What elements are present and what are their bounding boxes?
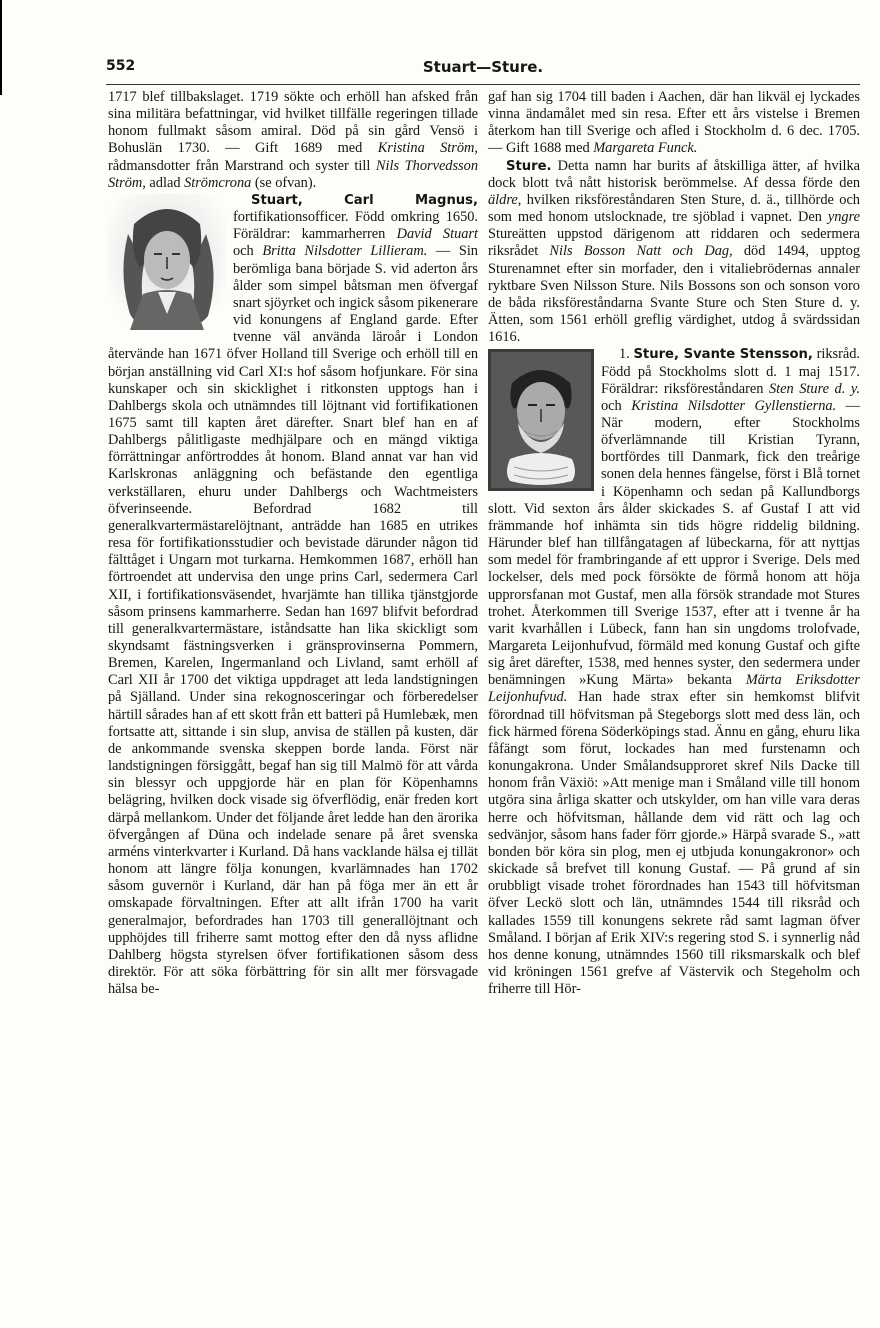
- text-run: adlad: [145, 174, 185, 191]
- text-run: rådmansdotter från Marstrand och syster till: [108, 157, 376, 174]
- text-run: Han hade strax efter sin hemkomst blifvit förordnad till höfvitsman på Stegeborgs slott med dess län, och fick härmed förena Söderköpings stad. Ännu en gång, ehuru lika fåfängt som förut, lockades han med furstenamn och konungakrona. Under Smålandsupproret skref Nils Dacke till honom från Växiö: »Att menige man i Småland ville till honom utgöra sina årliga skatter och utskylder, om han ville vara deras herre och höfvitsman, hållande dem vid rätt och lag och sedvänjor, såsom hans fader förr gjorde.» Härpå svarade S., »att bonden bör köra sin plog, men ej utbjuda konungakronor» och skickade så brefvet till konung Gustaf. — På grund af sin orubbligt visade trohet förordnades han 1543 till höfvitsman öfver Leckö slott och län, utnämndes 1544 till riksråd och kallades 1559 till konungens sekrete råd samt lagman öfver Småland. I början af Erik XIV:s regering stod S. i synnerlig nåd hos denne konung, utnämndes 1560 till riksmarskalk och blef vid kröningen 1561 grefve af Västervik och Stegeholm och friherre till Hör-: [488, 689, 860, 998]
- text-run: 1717 blef tillbakslaget. 1719 sökte och erhöll han afsked från sina militära befattningar, vid hvilket tillfälle regeringen tillade honom fullmakt såsom amiral. Död på sin gård Vensö i Bohuslän 1730. — Gift 1689 med: [108, 89, 478, 157]
- stromcrona-entry-end: [108, 89, 478, 192]
- entry-number: 1.: [619, 346, 630, 363]
- page-header: [106, 58, 860, 82]
- italic-word: yngre: [827, 209, 860, 226]
- entry-headword: Sture, Svante Stensson,: [633, 347, 813, 363]
- italic-name: Märta Eriksdotter Leijonhufvud.: [488, 672, 860, 706]
- italic-name: Kristina Ström,: [377, 140, 478, 157]
- text-run: gaf han sig 1704 till baden i Aachen, där han likväl ej lyckades vinna ändamålet med sin resa. Efter ett års vistelse i Bremen återkom han till Sverige och afled i Stockholm d. 6 dec. 1705. — Gift 1688 med: [488, 89, 860, 157]
- italic-name: Nils Thorvedsson Ström,: [108, 157, 478, 191]
- text-run: och: [601, 397, 632, 414]
- italic-name: Nils Bosson Natt och Dag,: [549, 243, 733, 260]
- text-run: (se ofvan).: [251, 174, 317, 191]
- entry-sture-svante: [488, 346, 860, 998]
- italic-name: Strömcrona: [184, 174, 252, 191]
- text-run: riksråd. Född på Stockholms slott d. 1 maj 1517. Föräldrar: riksföreståndaren: [601, 346, 860, 397]
- page-number: 552: [106, 58, 136, 74]
- italic-name: Kristina Nilsdotter Gyllenstierna.: [631, 397, 837, 414]
- left-column: [108, 89, 478, 998]
- stuart-entry-continuation: [488, 89, 860, 158]
- scan-edge-line: [0, 0, 2, 95]
- italic-name: Britta Nilsdotter Lillieram.: [262, 243, 428, 260]
- text-run: hvilken riksföreståndaren Sten Sture, d. ä., tillhörde och som med honom utslocknade, tre sjöblad i vapnet. Den: [488, 191, 860, 226]
- entry-headword: Sture.: [506, 158, 552, 174]
- text-run: fortifikationsofficer. Född omkring 1650. Föräldrar: kammarherren: [233, 209, 478, 243]
- text-run: Stureätten uppstod därigenom att riddaren och sedermera riksrådet: [488, 226, 860, 260]
- entry-stuart-carl-magnus: [108, 192, 478, 998]
- text-run: död 1494, upptog Sturenamnet efter sin morfader, den i vitaliebrödernas annaler ryktbare Sven Nilsson Sture. Nils Bossons son och sonson voro de båda riksföreståndarna Svante Sture och Sten Sture d. y. Ätten, som 1561 erhöll greflig värdighet, utdog å svärdssidan 1616.: [488, 243, 860, 346]
- portrait-sture-image: [488, 349, 594, 491]
- right-column: [488, 89, 860, 998]
- italic-name: David Stuart: [396, 226, 478, 243]
- portrait-stuart-image: [108, 194, 226, 330]
- entry-sture-family: [488, 158, 860, 347]
- italic-name: Margareta Funck.: [593, 140, 698, 157]
- text-run: Detta namn har burits af åtskilliga ätter, af hvilka dock blott två nått historisk berömmelse. Af dessa förde den: [488, 157, 860, 191]
- entry-headword: Stuart, Carl Magnus,: [251, 192, 478, 208]
- running-title: Stuart—Sture.: [422, 58, 544, 76]
- text-run: — Sin berömliga bana började S. vid aderton års ålder som simpel båtsman men öfvergaf snart sjöyrket och ingick såsom pikenerare vid konungens af England garde. Efter tvenne väl använda läroår i London återvände han 1671 öfver Holland till Sverige och erhöll till en början anställning vid Carl XI:s hof såsom hofjunkare. För sina kunskaper och sin skicklighet i ritkonsten upptogs han i Dahlbergs skola och utnämndes till löjtnant vid fortifikationen 1675 samt till kapten året därefter. Snart blef han en af Dahlbergs pålitligaste medhjälpare och en mängd viktiga förrättningar anförtroddes åt honom. Bland annat var han vid Karlskronas anläggning och befästande den egentliga verkställaren, ehuru under Dahlbergs och Wachtmeisters öfverinseende. Befordrad 1682 till generalkvartermästarelöjtnant, anträdde han 1685 en utrikes resa för fortifikationsstudier och bevistade därunder någon tid fälttåget i Ungarn mot turkarna. Hemkommen 1687, erhöll han förtroendet att undervisa den unge prins Carl, sedermera Carl XII, i fortifikationsväsendet, hvarjämte han tillika tjänstgjorde såsom prinsens kammarherre. Sedan han 1697 blifvit befordrad till generalkvartermästare, iståndsatte han lika skickligt som skyndsamt fästningsverken i gränsprovinserna Pommern, Bremen, Karelen, Ingermanland och Livland, samt erhöll af Carl XII år 1700 det viktiga uppdraget att leda landstigningen på Själland. Under sina rekognosceringar och förberedelser härtill sårades han af ett skott från ett batteri på Humlebæk, men fortsatte att, sittande i sin slup, anvisa de ställen på kusten, där de ankommande svenska skeppen borde landa. Först när landstigningen försiggått, begaf han sig till Malmö för att vårda sin blessyr och uppgjorde här en plan för Köpenhamns belägring, hvilken dock visade sig öfverflödig, enär freden kort därpå mellankom. Under det följande året ledde han den ärorika öfvergången af Düna och indelade senare på året svenska arméns vinterkvarter i Kurland. Då hans vacklande hälsa ej tillät honom att längre följa konungen, kvarlämnades han 1702 såsom guvernör i Kurland, där han på föga mer än ett år omskapade förvaltningen. Efter att allt ifrån 1700 ha varit generalmajor, befordrades han 1703 till generallöjtnant och upphöjdes till friherre samt mottog efter den då nyss aflidne Dahlberg högsta styrelsen öfver fortifikationen såsom dess direktör. För att söka förbättring för sin allt mer försvagade hälsa be-: [108, 243, 478, 998]
- header-rule: [106, 84, 860, 85]
- text-run: — När modern, efter Stockholms öfverlämnande till Kristian Tyrann, bortfördes till Danmark, fick den treårige sonen dela hennes fängelse, först i Blå tornet i Köpenhamn och sedan på Kallundborgs slott. Vid sexton års ålder skickades S. af Gustaf I att vid främmande hof inhämta sin tids högre riddelig bildning. Härunder blef han tillfångatagen af lübeckarna, för att nyttjas som medel för frambringande af ett uppror i Sverige. Dels med lockelser, dels med pock försökte de förmå honom att höja upprorsfanan mot Gustaf, men alla försök strandade mot Stures trohet. Återkommen till Sverige 1537, efter att i tvenne år ha varit kvarhållen i Lübeck, fann han sin ungdoms trolofvade, Margareta Leijonhufvud, förmäld med konung Gustaf och gifte sig året därefter, 1538, med hennes syster, den sedermera under benämningen »Kung Märta» bekanta: [488, 397, 861, 689]
- italic-word: äldre,: [488, 191, 522, 208]
- italic-name: Sten Sture d. y.: [769, 380, 860, 397]
- text-run: och: [233, 243, 263, 260]
